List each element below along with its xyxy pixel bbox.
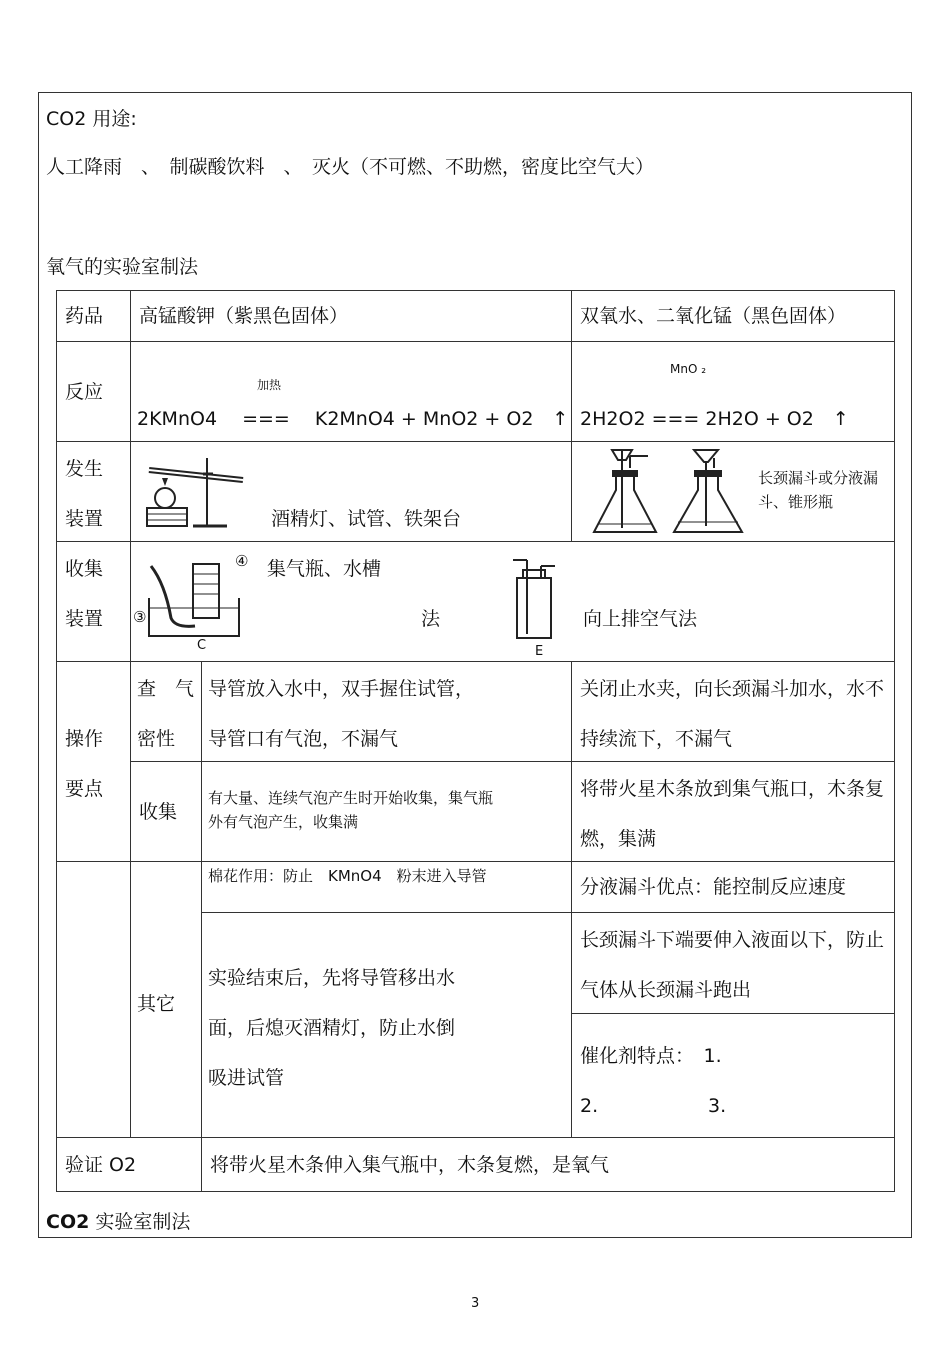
verify-label-cell — [57, 1138, 202, 1192]
co2-lab-heading — [46, 1207, 190, 1234]
co2-lab-rest: 实验室制法 — [89, 1211, 191, 1233]
ops-label-cell — [57, 662, 131, 862]
generator-label-1: 发生 — [65, 458, 104, 480]
co2-lab-bold: CO2 — [46, 1211, 90, 1233]
long-neck-2: 气体从长颈漏斗跑出 — [580, 979, 752, 1001]
collector-label-2: 装置 — [65, 608, 104, 630]
ops-label-1: 操作 — [65, 728, 104, 750]
generator-a-cell — [131, 442, 572, 542]
end-2: 面，后熄灭酒精灯，防止水倒 — [208, 1017, 456, 1039]
check-b-2: 持续流下，不漏气 — [580, 728, 733, 750]
oxygen-heading: 氧气的实验室制法 — [46, 256, 199, 278]
long-neck-block — [572, 913, 894, 1014]
right-stack-cell — [572, 913, 895, 1138]
catalyst-2a: 2. — [580, 1095, 599, 1117]
water-trough-icon — [135, 554, 245, 654]
page-number: 3 — [471, 1296, 480, 1311]
label-c: C — [197, 638, 207, 653]
catalyst-2b: 3. — [708, 1095, 727, 1117]
drug-a-cell — [131, 291, 572, 342]
generator-label-2: 装置 — [65, 508, 104, 530]
reaction-a-cell — [131, 342, 572, 442]
check-a-1: 导管放入水中，双手握住试管， — [208, 678, 475, 700]
collect-b-2: 燃，集满 — [580, 828, 657, 850]
flask-apparatus-icon — [586, 446, 756, 538]
label-3: ③ — [133, 608, 147, 626]
check-b-cell — [572, 662, 895, 762]
verify-text-cell — [202, 1138, 895, 1192]
collector-cell — [131, 542, 895, 662]
check-label-2: 密性 — [137, 728, 176, 750]
ops-label-2: 要点 — [65, 778, 104, 800]
check-label-cell — [131, 662, 202, 762]
drug-b: 双氧水、二氧化锰（黑色固体） — [580, 305, 847, 327]
collector-text-1: 集气瓶、水槽 — [267, 558, 382, 580]
drug-a: 高锰酸钾（紫黑色固体） — [139, 305, 349, 327]
co2-uses-line: 人工降雨 、 制碳酸饮料 、 灭火（不可燃、不助燃，密度比空气大） — [46, 156, 655, 178]
long-neck-1: 长颈漏斗下端要伸入液面以下，防止 — [580, 929, 885, 951]
reaction-b-cell — [572, 342, 895, 442]
other-label-cell — [131, 862, 202, 1138]
collector-text-2: 法 — [421, 608, 441, 630]
end-1: 实验结束后，先将导管移出水 — [208, 967, 456, 989]
reaction-b-condition: MnO ₂ — [670, 362, 707, 376]
other-left-cell-1 — [57, 862, 131, 913]
verify-text: 将带火星木条伸入集气瓶中，木条复燃，是氧气 — [210, 1153, 610, 1176]
oxygen-table — [56, 290, 895, 1192]
check-a-2: 导管口有气泡，不漏气 — [208, 728, 399, 750]
test-tube-apparatus-icon — [143, 452, 253, 532]
reaction-a-condition: 加热 — [257, 378, 282, 392]
collector-text-3: 向上排空气法 — [583, 608, 698, 630]
collector-label-1: 收集 — [65, 558, 104, 580]
funnel-adv: 分液漏斗优点：能控制反应速度 — [580, 876, 847, 898]
gas-bottle-icon — [509, 556, 559, 642]
reaction-label-cell — [57, 342, 131, 442]
cotton-text: 棉花作用：防止 KMnO4 粉末进入导管 — [208, 867, 487, 885]
end-3: 吸进试管 — [208, 1067, 285, 1089]
collect-b-1: 将带火星木条放到集气瓶口，木条复 — [580, 778, 885, 800]
co2-uses-heading: CO2 用途: — [46, 108, 137, 130]
check-b-1: 关闭止水夹，向长颈漏斗加水，水不 — [580, 678, 885, 700]
collect-a: 有大量、连续气泡产生时开始收集，集气瓶外有气泡产生，收集满 — [208, 789, 494, 831]
drug-b-cell — [572, 291, 895, 342]
drug-label: 药品 — [65, 305, 104, 327]
label-4: ④ — [235, 552, 249, 570]
other-left-cell-2 — [57, 913, 131, 1138]
reaction-a-equation: 2KMnO4 === K2MnO4 + MnO2 + O2 ↑ — [137, 408, 569, 430]
label-e: E — [535, 644, 544, 659]
reaction-label: 反应 — [65, 380, 104, 403]
collect-b-cell — [572, 762, 895, 862]
reaction-b-equation: 2H2O2 === 2H2O + O2 ↑ — [580, 408, 849, 430]
collect-label: 收集 — [139, 800, 178, 823]
drug-label-cell — [57, 291, 131, 342]
generator-b-cell — [572, 442, 895, 542]
check-a-cell — [202, 662, 572, 762]
collect-a-cell — [202, 762, 572, 862]
generator-b-text: 长颈漏斗或分液漏斗、锥形瓶 — [758, 469, 879, 511]
collector-label-cell — [57, 542, 131, 662]
verify-label: 验证 O2 — [65, 1153, 137, 1176]
collect-label-cell — [131, 762, 202, 862]
generator-label-cell — [57, 442, 131, 542]
end-cell — [202, 913, 572, 1138]
cotton-cell — [202, 862, 572, 913]
generator-a-text: 酒精灯、试管、铁架台 — [271, 508, 462, 530]
other-label: 其它 — [137, 993, 176, 1015]
check-label-1: 查 气 — [137, 678, 195, 700]
catalyst-1: 催化剂特点： 1. — [580, 1045, 722, 1067]
funnel-adv-cell — [572, 862, 895, 913]
